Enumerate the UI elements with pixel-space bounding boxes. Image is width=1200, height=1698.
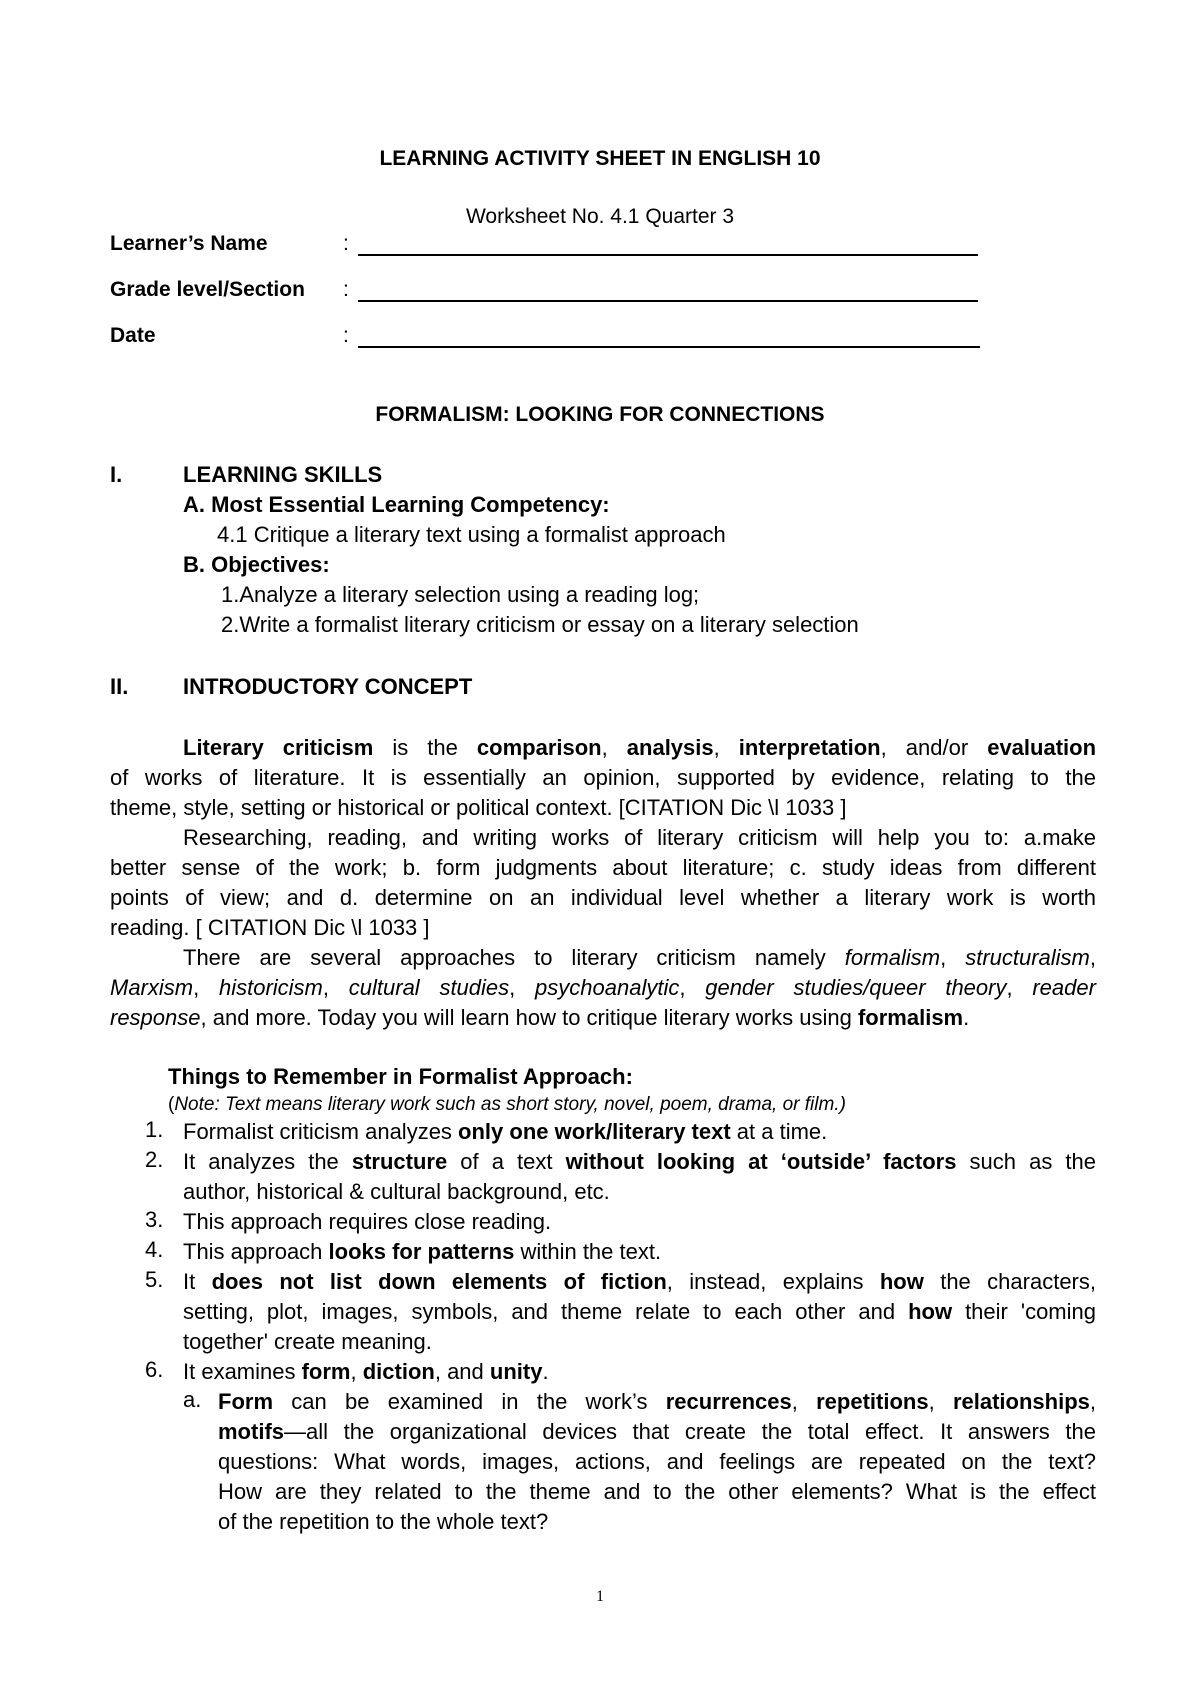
page-number: 1 <box>596 1588 604 1605</box>
list-number: 1. <box>145 1117 164 1142</box>
date-field[interactable] <box>358 346 980 348</box>
remember-heading: Things to Remember in Formalist Approach: <box>168 1064 633 1089</box>
list-number: 5. <box>145 1267 164 1292</box>
topic-title: FORMALISM: LOOKING FOR CONNECTIONS <box>375 403 825 426</box>
list-item: This approach looks for patterns within the text. <box>183 1239 662 1264</box>
paragraph-researching <box>110 823 1096 943</box>
learner-name-field[interactable] <box>358 254 978 256</box>
paragraph-approaches <box>110 943 1096 1033</box>
paragraph-line: theme, style, setting or historical or political context. [CITATION Dic \l 1033 ] <box>110 795 847 820</box>
paragraph-line: response, and more. Today you will learn how to critique literary works using formalism. <box>110 1005 970 1030</box>
date-colon: : <box>343 324 349 347</box>
list-item: It does not list down elements of fiction, instead, explains how the characters, setting, plot, images, symbols, and theme relate to each other and how their 'coming together' create meaning. <box>183 1269 1096 1354</box>
paragraph-line: Marxism, historicism, cultural studies, psychoanalytic, gender studies/queer theory, reader <box>110 975 1096 1000</box>
paragraph-line: Literary criticism is the comparison, analysis, interpretation, and/or evaluation <box>183 735 1097 760</box>
paragraph-line: of works of literature. It is essentially an opinion, supported by evidence, relating to the <box>110 765 1096 790</box>
list-number: 4. <box>145 1237 164 1262</box>
section-1-numeral: I. <box>110 462 123 487</box>
paragraph-line: Researching, reading, and writing works of literary criticism will help you to: a.make <box>183 825 1096 850</box>
paragraph-line: better sense of the work; b. form judgments about literature; c. study ideas from different <box>110 855 1096 880</box>
grade-section-field[interactable] <box>358 300 978 302</box>
grade-section-colon: : <box>343 278 349 301</box>
worksheet-number: Worksheet No. 4.1 Quarter 3 <box>465 205 735 228</box>
learner-name-label: Learner’s Name <box>110 232 268 255</box>
list-number: 6. <box>145 1357 164 1382</box>
list-item: Formalist criticism analyzes only one work/literary text at a time. <box>183 1119 828 1144</box>
paragraph-line: points of view; and d. determine on an individual level whether a literary work is worth <box>110 885 1096 910</box>
competency-label: A. Most Essential Learning Competency: <box>183 492 610 517</box>
learner-name-colon: : <box>343 232 349 255</box>
list-item: This approach requires close reading. <box>183 1209 552 1234</box>
paragraph-line: reading. [ CITATION Dic \l 1033 ] <box>110 915 430 940</box>
list-letter: a. <box>183 1387 202 1412</box>
remember-note: (Note: Text means literary work such as short story, novel, poem, drama, or film.) <box>168 1094 846 1115</box>
list-item: It analyzes the structure of a text without looking at ‘outside’ factors such as the author, historical & cultural background, etc. <box>183 1149 1096 1204</box>
list-number: 2. <box>145 1147 164 1172</box>
list-item: It examines form, diction, and unity. <box>183 1359 549 1384</box>
list-number: 3. <box>145 1207 164 1232</box>
objective-2: 2.Write a formalist literary criticism or essay on a literary selection <box>221 612 859 637</box>
section-2-heading: INTRODUCTORY CONCEPT <box>183 674 473 699</box>
document-title: LEARNING ACTIVITY SHEET IN ENGLISH 10 <box>379 147 821 170</box>
paragraph-literary-criticism <box>110 733 1096 823</box>
objective-1: 1.Analyze a literary selection using a reading log; <box>221 582 700 607</box>
date-label: Date <box>110 324 156 347</box>
objectives-label: B. Objectives: <box>183 552 330 577</box>
section-1-heading: LEARNING SKILLS <box>183 462 383 487</box>
list-subitem: Form can be examined in the work’s recurrences, repetitions, relationships, motifs—all the organizational devices that create the total effect. It answers the questions: What words, images, actions, and feelings are repeated on the text? How are they related to the theme and to the other elements? What is the effect of the repetition to the whole text? <box>218 1389 1096 1534</box>
grade-section-label: Grade level/Section <box>110 278 305 301</box>
section-2-numeral: II. <box>110 674 129 699</box>
paragraph-line: There are several approaches to literary criticism namely formalism, structuralism, <box>183 945 1097 970</box>
competency-item: 4.1 Critique a literary text using a formalist approach <box>217 522 726 547</box>
